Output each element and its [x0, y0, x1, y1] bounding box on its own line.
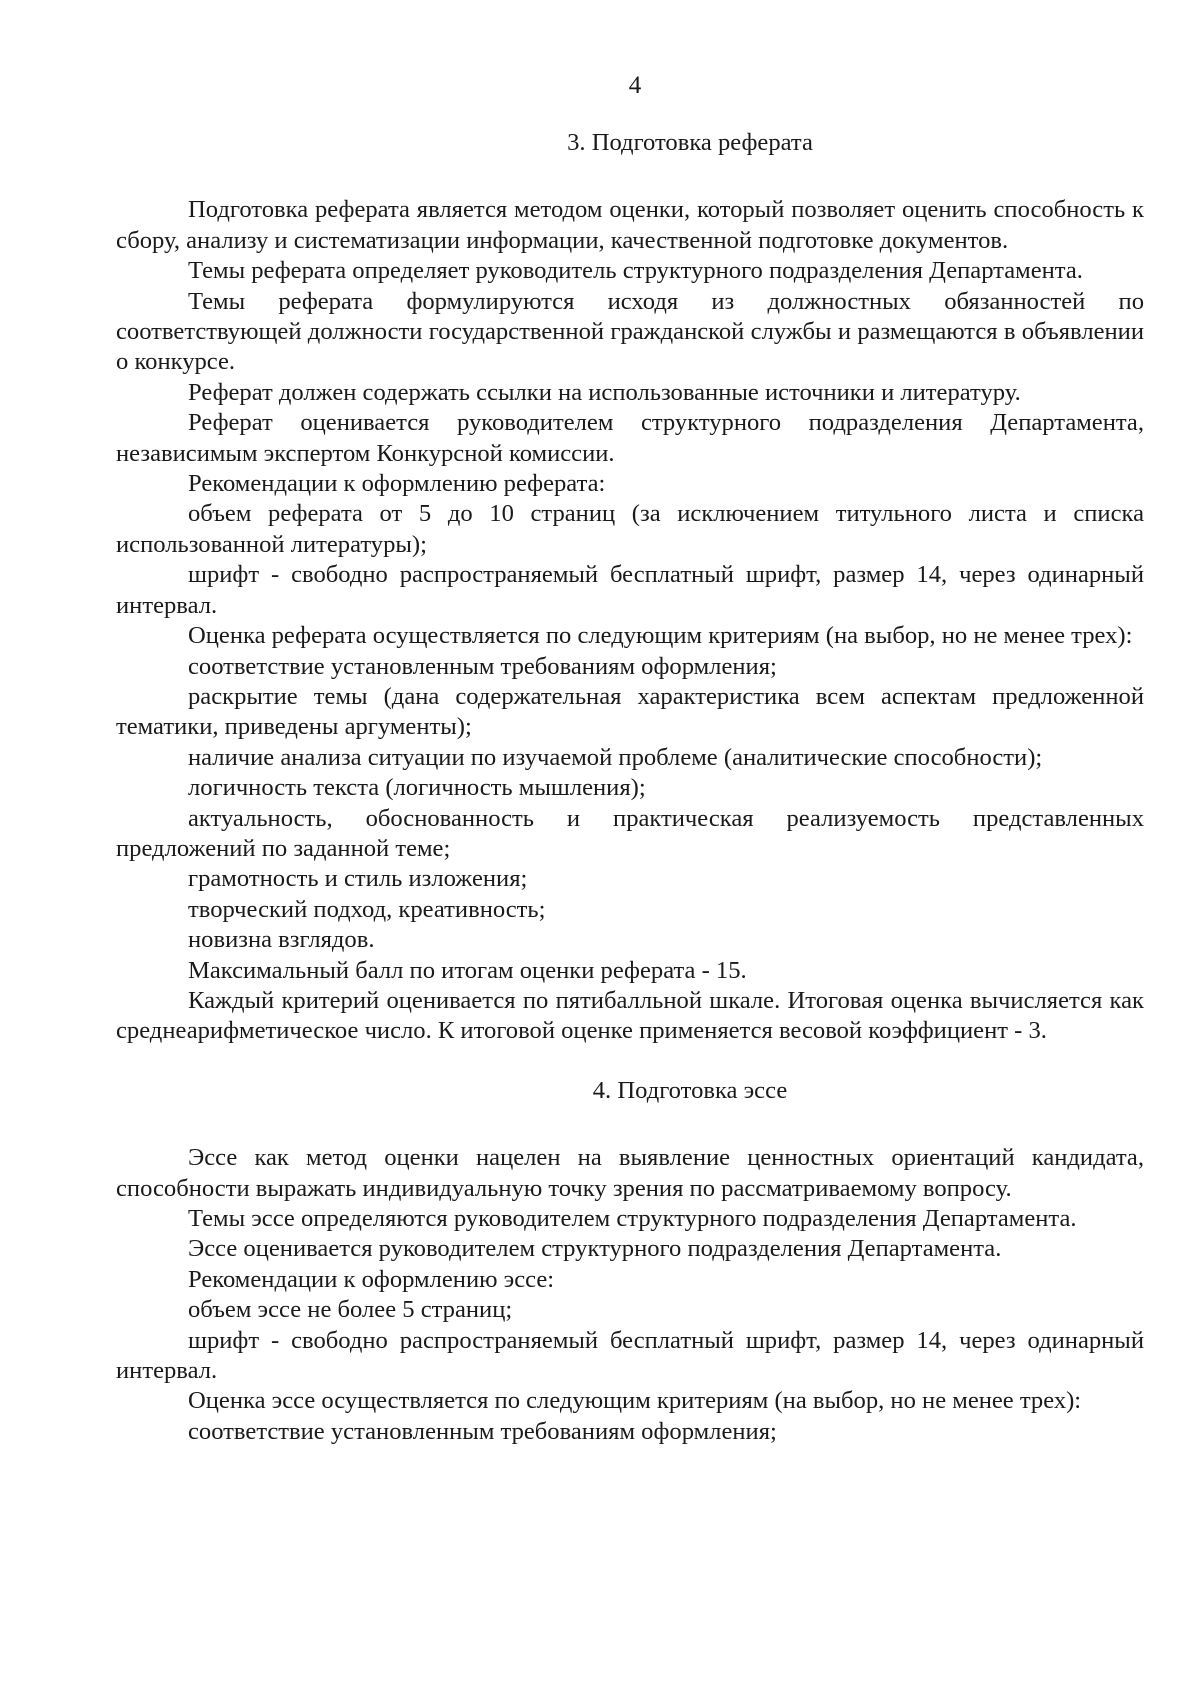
section-3-paragraph: Подготовка реферата является методом оценки, который позволяет оценить способность к сбору, анализу и систематизации информации, качественной подготовке документов.: [116, 196, 1144, 254]
section-3-paragraph: раскрытие темы (дана содержательная характеристика всем аспектам предложенной тематики, приведены аргументы);: [116, 682, 1144, 741]
section-3-paragraph: логичность текста (логичность мышления);: [188, 774, 646, 802]
section-3-paragraph: Реферат должен содержать ссылки на использованные источники и литературу.: [188, 378, 1021, 406]
section-4-paragraph: Темы эссе определяются руководителем структурного подразделения Департамента.: [188, 1205, 1077, 1232]
section-3-paragraph: шрифт - свободно распространяемый бесплатный шрифт, размер 14, через одинарный интервал.: [116, 561, 1144, 619]
section-3-paragraph: Реферат оценивается руководителем структурного подразделения Департамента, независимым экспертом Конкурсной комиссии.: [116, 409, 1144, 467]
section-3-paragraph: Рекомендации к оформлению реферата:: [188, 470, 606, 498]
section-3-paragraph: Максимальный балл по итогам оценки реферата - 15.: [188, 956, 747, 984]
page-number: 4: [628, 72, 642, 99]
section-4-paragraph: Рекомендации к оформлению эссе:: [188, 1265, 555, 1293]
section-3-paragraph: творческий подход, креативность;: [188, 895, 546, 923]
section-4-paragraph: объем эссе не более 5 страниц;: [188, 1296, 513, 1324]
section-3-paragraph: наличие анализа ситуации по изучаемой проблеме (аналитические способности);: [188, 743, 1043, 771]
section-4-paragraph: шрифт - свободно распространяемый бесплатный шрифт, размер 14, через одинарный интервал.: [116, 1326, 1144, 1385]
section-3-paragraph: Каждый критерий оценивается по пятибалльной шкале. Итоговая оценка вычисляется как среднеарифметическое число. К итоговой оценке применяется весовой коэффициент - 3.: [116, 986, 1144, 1045]
section-4-heading: 4. Подготовка эссе: [592, 1076, 788, 1104]
section-4-paragraph: Оценка эссе осуществляется по следующим критериям (на выбор, но не менее трех):: [188, 1387, 1082, 1415]
section-3-paragraph: Оценка реферата осуществляется по следующим критериям (на выбор, но не менее трех):: [188, 622, 1133, 650]
section-3-paragraph: грамотность и стиль изложения;: [188, 865, 528, 893]
section-4-paragraph: соответствие установленным требованиям оформления;: [188, 1417, 777, 1445]
section-4-paragraph: Эссе оценивается руководителем структурного подразделения Департамента.: [188, 1235, 1002, 1263]
section-3-paragraph: Темы реферата определяет руководитель структурного подразделения Департамента.: [188, 257, 1083, 285]
section-3-heading: 3. Подготовка реферата: [567, 129, 813, 156]
document-body: [116, 128, 1144, 1447]
section-3-paragraph: объем реферата от 5 до 10 страниц (за исключением титульного листа и списка использованной литературы);: [116, 500, 1144, 558]
section-3-paragraph: соответствие установленным требованиям оформления;: [188, 652, 777, 680]
section-4-paragraph: Эссе как метод оценки нацелен на выявление ценностных ориентаций кандидата, способности выражать индивидуальную точку зрения по рассматриваемому вопросу.: [116, 1144, 1144, 1202]
section-3-paragraph: новизна взглядов.: [188, 926, 375, 954]
section-3-paragraph: Темы реферата формулируются исходя из должностных обязанностей по соответствующей должности государственной гражданской службы и размещаются в объявлении о конкурсе.: [116, 287, 1144, 376]
section-3-paragraph: актуальность, обоснованность и практическая реализуемость представленных предложений по заданной теме;: [116, 804, 1144, 862]
